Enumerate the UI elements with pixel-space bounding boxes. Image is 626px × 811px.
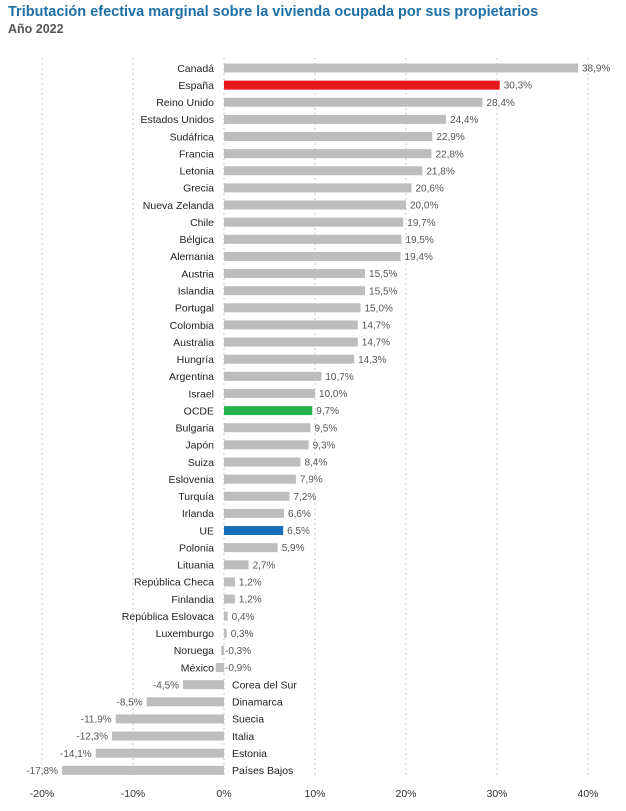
- category-label: Países Bajos: [232, 765, 294, 778]
- bar: [224, 149, 431, 158]
- data-label: -0,3%: [225, 646, 252, 658]
- data-label: 2,7%: [252, 560, 276, 572]
- bar: [224, 440, 309, 449]
- data-label: -0,9%: [225, 663, 252, 675]
- bar: [224, 320, 358, 329]
- bar: [112, 732, 224, 741]
- bar: [224, 269, 365, 278]
- data-label: 14,7%: [361, 337, 391, 349]
- data-label: 7,2%: [293, 491, 317, 503]
- category-label: OCDE: [183, 405, 214, 418]
- category-label: Australia: [173, 336, 214, 349]
- category-label: Turquía: [178, 491, 214, 504]
- category-label: Hungría: [176, 354, 214, 367]
- chart-title: Tributación efectiva marginal sobre la vivienda ocupada por sus propietarios: [8, 4, 539, 20]
- bar: [224, 201, 406, 210]
- bar: [224, 595, 235, 604]
- bar: [224, 372, 321, 381]
- category-label: Francia: [178, 148, 214, 161]
- x-tick-label: 40%: [577, 788, 599, 800]
- category-label: Sudáfrica: [169, 131, 214, 144]
- data-label: 19,4%: [404, 252, 433, 264]
- bar: [224, 252, 401, 261]
- category-label: Chile: [190, 216, 214, 229]
- bar: [224, 132, 432, 141]
- data-label: 20,6%: [415, 183, 444, 195]
- data-label: 14,7%: [361, 320, 391, 332]
- bar: [224, 543, 278, 552]
- data-label: 19,5%: [405, 234, 434, 246]
- category-label: Bélgica: [179, 234, 214, 247]
- bar: [224, 509, 284, 518]
- bar: [224, 457, 300, 466]
- category-label: Lituania: [177, 559, 214, 572]
- category-label: Japón: [185, 439, 214, 452]
- bar: [224, 338, 358, 347]
- data-label: 1,2%: [238, 577, 262, 589]
- data-label: 0,4%: [231, 611, 255, 623]
- category-label: Islandia: [177, 285, 214, 298]
- bar: [224, 492, 290, 501]
- data-label: 30,3%: [503, 80, 533, 92]
- bar: [224, 115, 446, 124]
- category-label: Grecia: [183, 182, 214, 195]
- bar: [224, 389, 315, 398]
- bar: [221, 646, 224, 655]
- category-label: Portugal: [174, 302, 214, 315]
- x-tick-label: -20%: [29, 788, 55, 800]
- category-label: Colombia: [169, 319, 214, 332]
- data-label: 10,7%: [325, 371, 354, 383]
- bar: [147, 697, 224, 706]
- data-label: 22,9%: [436, 132, 465, 144]
- bar: [224, 166, 422, 175]
- bar: [224, 183, 411, 192]
- category-label: UE: [199, 525, 214, 538]
- category-label: Argentina: [169, 371, 214, 384]
- bar: [62, 766, 224, 775]
- bar: [224, 286, 365, 295]
- data-label: 22,8%: [435, 149, 464, 161]
- category-label: Austria: [181, 268, 214, 281]
- category-label: Noruega: [173, 645, 214, 658]
- data-label: 28,4%: [486, 97, 515, 109]
- data-label: 15,5%: [369, 286, 398, 298]
- data-label: -8,5%: [116, 697, 143, 709]
- category-label: Irlanda: [181, 508, 214, 521]
- bar: [224, 577, 235, 586]
- category-label: Corea del Sur: [232, 679, 297, 692]
- data-label: 21,8%: [426, 166, 455, 178]
- x-tick-label: 20%: [395, 788, 417, 800]
- bar: [224, 423, 310, 432]
- bar: [224, 64, 578, 73]
- category-label: México: [180, 662, 214, 675]
- category-label: Nueva Zelanda: [142, 199, 214, 212]
- data-label: 20,0%: [410, 200, 439, 212]
- data-label: 10,0%: [319, 389, 348, 401]
- data-label: -11,9%: [80, 714, 112, 726]
- bar: [224, 475, 296, 484]
- data-label: 9,3%: [312, 440, 336, 452]
- data-label: 0,3%: [230, 628, 254, 640]
- data-label: 6,6%: [288, 508, 311, 520]
- x-tick-label: -10%: [120, 788, 146, 800]
- bar: [224, 235, 401, 244]
- data-label: 15,5%: [369, 269, 398, 281]
- data-label: -17,8%: [26, 765, 59, 777]
- category-label: Letonia: [179, 165, 214, 178]
- category-label: Eslovenia: [168, 473, 214, 486]
- x-tick-label: 30%: [486, 788, 508, 800]
- category-label: Luxemburgo: [155, 628, 214, 641]
- data-label: 8,4%: [304, 457, 328, 469]
- data-label: 5,9%: [281, 543, 305, 555]
- bar: [224, 355, 354, 364]
- data-label: 14,3%: [358, 354, 387, 366]
- category-label: Italia: [232, 730, 255, 743]
- bar: [224, 629, 227, 638]
- bar: [96, 749, 224, 758]
- category-label: Finlandia: [171, 593, 214, 606]
- data-label: 1,2%: [238, 594, 262, 606]
- data-label: 38,9%: [581, 63, 611, 75]
- category-label: Canadá: [177, 62, 214, 75]
- chart-subtitle: Año 2022: [8, 22, 64, 36]
- data-label: 15,0%: [364, 303, 393, 315]
- category-label: España: [178, 79, 214, 92]
- category-label: Israel: [188, 388, 214, 401]
- data-label: -4,5%: [152, 680, 180, 692]
- category-label: Suiza: [187, 456, 214, 469]
- data-label: 9,7%: [316, 406, 340, 418]
- category-label: Alemania: [170, 251, 214, 264]
- category-label: Estados Unidos: [140, 114, 214, 127]
- x-tick-label: 0%: [216, 788, 232, 800]
- x-tick-label: 10%: [304, 788, 326, 800]
- bar: [224, 406, 312, 415]
- bar: [224, 526, 283, 535]
- data-label: 9,5%: [314, 423, 338, 435]
- bar: [183, 680, 224, 689]
- bar: [224, 303, 361, 312]
- category-label: República Eslovaca: [121, 610, 214, 623]
- data-label: -14,1%: [60, 748, 92, 760]
- category-label: Polonia: [178, 542, 214, 555]
- category-label: Dinamarca: [232, 696, 283, 709]
- bar: [224, 98, 482, 107]
- bar: [224, 612, 228, 621]
- bar: [116, 714, 224, 723]
- category-label: Suecia: [232, 713, 265, 726]
- category-label: Reino Unido: [156, 97, 214, 110]
- bar: [224, 81, 500, 90]
- data-label: 19,7%: [407, 217, 436, 229]
- data-label: 7,9%: [299, 474, 323, 486]
- data-label: 6,5%: [287, 526, 310, 538]
- bar: [216, 663, 224, 672]
- data-label: -12,3%: [76, 731, 109, 743]
- category-label: Bulgaria: [175, 422, 214, 435]
- data-label: 24,4%: [450, 114, 479, 126]
- category-label: Estonia: [232, 748, 268, 760]
- bar: [224, 560, 249, 569]
- bar: [224, 218, 403, 227]
- category-label: República Checa: [134, 576, 214, 589]
